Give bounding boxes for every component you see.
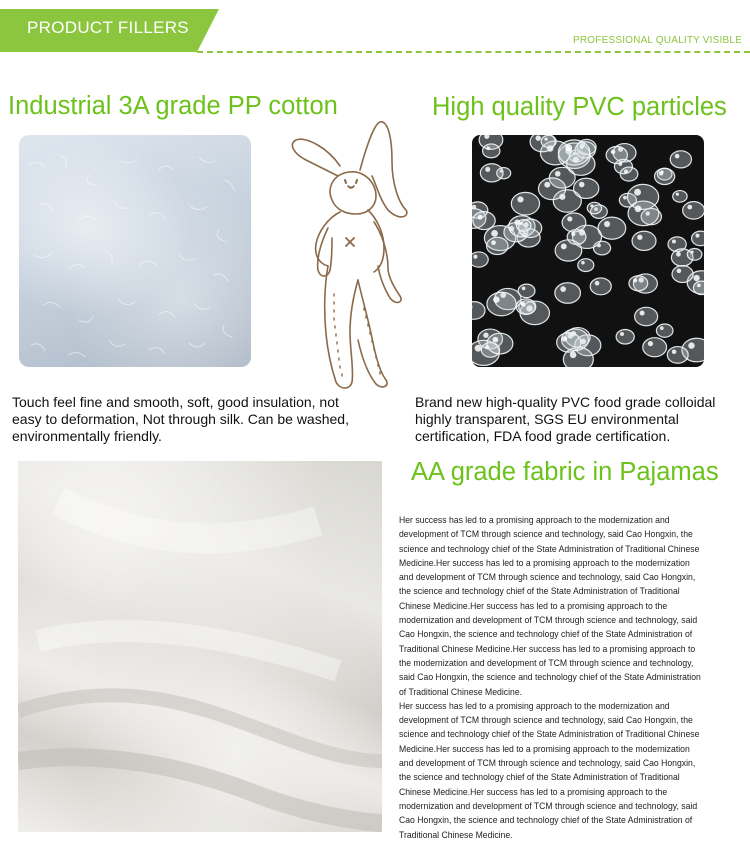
pvc-title: High quality PVC particles xyxy=(432,93,727,121)
section-tab-notch xyxy=(197,9,219,52)
fabric-paragraph-2: Her success has led to a promising approach to the modernization and development of TCM through science and technology, said Cao Hongxin, the science and technology chief of the State Administration of Traditional Chinese Medicine.Her success has led to a promising approach to the modernization and development of TCM through science and technology, said Cao Hongxin, the science and technology chief of the State Administration of Traditional Chinese Medicine.Her success has led to a promising approach to the modernization and development of TCM through science and technology, said Cao Hongxin, the science and technology chief of the State Administration of Traditional Chinese Medicine. xyxy=(399,700,700,840)
pvc-description: Brand new high-quality PVC food grade colloidal highly transparent, SGS EU environmental certification, FDA food grade certification. xyxy=(415,394,716,444)
header-dashed-divider xyxy=(197,51,750,53)
header-tagline: PROFESSIONAL QUALITY VISIBLE xyxy=(573,35,742,46)
fabric-paragraph-1: Her success has led to a promising approach to the modernization and development of TCM through science and technology, said Cao Hongxin, the science and technology chief of the State Administration of Traditional Chinese Medicine.Her success has led to a promising approach to the modernization and development of TCM through science and technology, said Cao Hongxin, the science and technology chief of the State Administration of Traditional Chinese Medicine.Her success has led to a promising approach to the modernization and development of TCM through science and technology, said Cao Hongxin, the science and technology chief of the State Administration of Traditional Chinese Medicine.Her success has led to a promising approach to the modernization and development of TCM through science and technology, said Cao Hongxin, the science and technology chief of the State Administration of Traditional Chinese Medicine. xyxy=(399,515,701,697)
cotton-description: Touch feel fine and smooth, soft, good insulation, not easy to deformation, Not through silk. Can be washed, environmentally friendly. xyxy=(12,394,349,444)
fabric-paragraph-block xyxy=(399,513,706,842)
cotton-title: Industrial 3A grade PP cotton xyxy=(8,92,338,120)
pvc-photo xyxy=(472,135,704,367)
section-tab-label: PRODUCT FILLERS xyxy=(27,18,189,37)
fabric-title: AA grade fabric in Pajamas xyxy=(411,458,719,486)
cotton-photo xyxy=(19,135,251,367)
fabric-photo xyxy=(18,461,382,832)
bunny-illustration xyxy=(288,118,410,394)
